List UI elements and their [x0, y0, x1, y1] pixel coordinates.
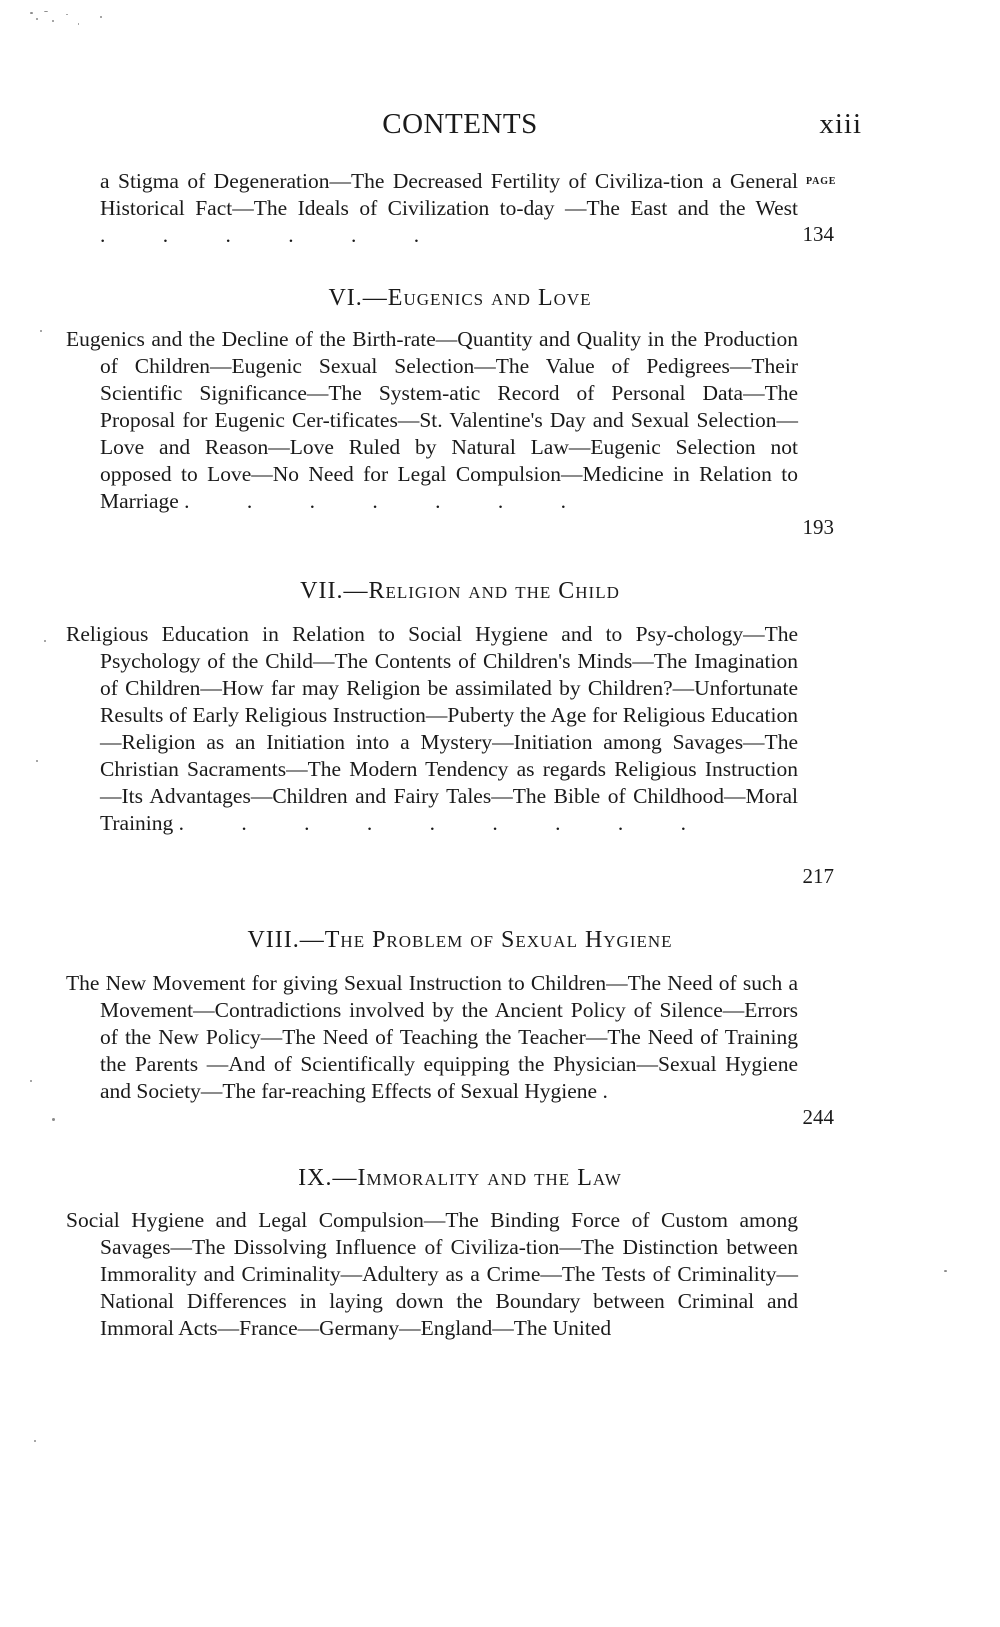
dot-leader: . — [602, 1079, 634, 1103]
entry-summary — [66, 168, 798, 249]
entry-text: Eugenics and the Decline of the Birth-rate—Quantity and Quality in the Production of Children—Eugenic Sexual Selection—The Value of Pedigrees—Their Scientific Significance—The System-atic Record of Personal Data—The Proposal for Eugenic Cer-tificates—St. Valentine's Day and Sexual Selection—Love and Reason—Love Ruled by Natural Law—Eugenic Selection not opposed to Love—No Need for Legal Compulsion—Medicine in Relation to Marriage — [66, 327, 798, 513]
dot-leader: . . . . . . . — [184, 489, 593, 513]
chapter-heading: VI.—Eugenics and Love — [328, 285, 592, 311]
chapter-heading: VIII.—The Problem of Sexual Hygiene — [247, 927, 673, 953]
scan-speck — [34, 1440, 36, 1442]
page-number: 134 — [802, 222, 834, 246]
entry-summary — [66, 1207, 798, 1342]
page-column-label: PAGE — [806, 176, 837, 187]
chapter-heading: IX.—Immorality and the Law — [298, 1165, 622, 1191]
entry-summary — [66, 970, 798, 1105]
dot-leader: . . . . . . . . . — [178, 811, 713, 835]
scan-speck — [944, 1270, 947, 1272]
entry-summary — [66, 326, 798, 515]
page-number: 217 — [802, 864, 834, 888]
entry-text: Religious Education in Relation to Social Hygiene and to Psy-chology—The Psychology of the Child—The Contents of Children's Minds—The Imagination of Children—How far may Religion be assimilated by Children?—Unfortunate Results of Early Religious Instruction—Puberty the Age for Religious Education—Religion as an Initiation into a Mystery—Initiation among Savages—The Christian Sacraments—The Modern Tendency as regards Religious Instruction—Its Advantages—Children and Fairy Tales—The Bible of Childhood—Moral Training — [66, 622, 798, 835]
toc-entry — [66, 621, 834, 888]
scan-speck — [44, 640, 46, 642]
scan-artifact — [30, 8, 120, 38]
scan-speck — [40, 330, 42, 332]
entry-text: Social Hygiene and Legal Compulsion—The Binding Force of Custom among Savages—The Dissolving Influence of Civiliza-tion—The Distinction between Immorality and Criminality—Adultery as a Crime—The Tests of Criminality—National Differences in laying down the Boundary between Criminal and Immoral Acts—France—Germany—England—The United — [66, 1208, 798, 1340]
entry-text: a Stigma of Degeneration—The Decreased Fertility of Civiliza-tion a General Historical Fact—The Ideals of Civilization to-day —The East and the West — [100, 169, 798, 220]
toc-entry — [66, 326, 834, 539]
scan-speck — [52, 1118, 55, 1121]
chapter-heading: VII.—Religion and the Child — [300, 578, 620, 604]
scan-speck — [30, 1080, 32, 1082]
scan-speck — [36, 760, 38, 762]
page-number: 193 — [802, 515, 834, 539]
dot-leader: . . . . . . — [100, 223, 446, 247]
page-folio: xiii — [819, 108, 862, 140]
page-number: 244 — [802, 1105, 834, 1129]
toc-entry-carryover — [66, 168, 837, 249]
toc-entry — [66, 1207, 834, 1342]
entry-text: The New Movement for giving Sexual Instruction to Children—The Need of such a Movement—Contradictions involved by the Ancient Policy of Silence—Errors of the New Policy—The Need of Teaching the Teacher—The Need of Training the Parents —And of Scientifically equipping the Physician—Sexual Hygiene and Society—The far-reaching Effects of Sexual Hygiene — [66, 971, 798, 1103]
toc-entry — [66, 970, 834, 1129]
entry-summary — [66, 621, 798, 837]
page-title: CONTENTS — [382, 108, 538, 140]
running-head — [60, 108, 860, 148]
